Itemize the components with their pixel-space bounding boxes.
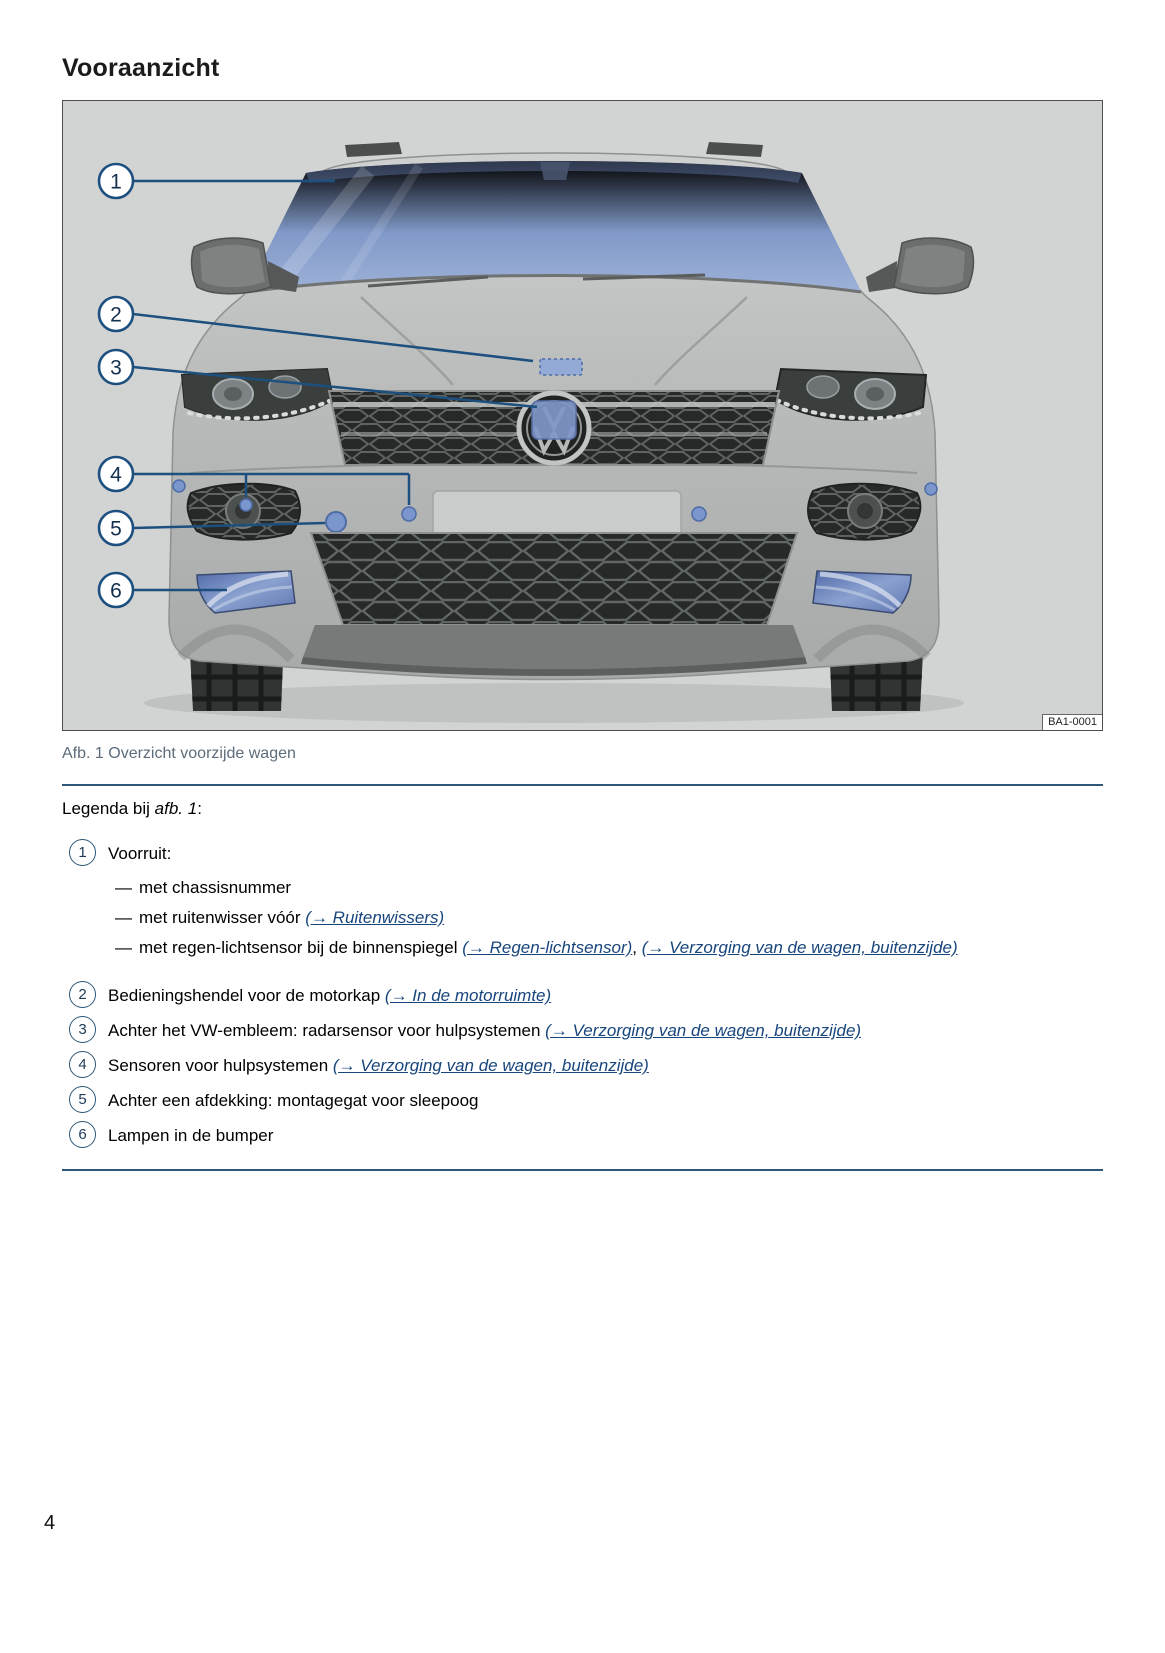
legend-number-circle-3 <box>69 1016 96 1043</box>
image-code-label: BA1-0001 <box>1042 714 1102 730</box>
legend-text: , <box>632 938 642 958</box>
legend-subitem-rain-sensor <box>115 937 1103 959</box>
figure-callout-6: 6 <box>110 579 122 603</box>
legend-number-3: 3 <box>78 1021 87 1039</box>
legend <box>62 842 1103 1148</box>
legend-intro-figure-ref: afb. 1 <box>154 799 198 818</box>
legend-text: Sensoren voor hulpsystemen <box>108 1056 333 1076</box>
callout-marker-2 <box>99 297 133 331</box>
legend-item-4-text <box>108 1054 649 1077</box>
legend-item-5-text <box>108 1089 478 1112</box>
legend-item-1-subitems <box>115 877 1103 959</box>
legend-item-6 <box>62 1124 1103 1148</box>
legend-item-2 <box>62 984 1103 1008</box>
legend-number-4: 4 <box>78 1056 87 1074</box>
legend-text: Achter het VW-embleem: radarsensor voor hulpsystemen <box>108 1021 546 1041</box>
legend-text: met ruitenwisser vóór <box>139 908 306 928</box>
legend-number-circle-2 <box>69 981 96 1008</box>
figure <box>62 100 1103 731</box>
legend-subitem-wiper <box>115 907 1103 929</box>
legend-number-circle-6 <box>69 1121 96 1148</box>
tow-hook-cover <box>326 512 346 532</box>
xref-ruitenwissers[interactable]: (→ Ruitenwissers) <box>305 908 445 928</box>
xref-in-de-motorruimte[interactable]: (→ In de motorruimte) <box>384 986 552 1006</box>
legend-number-circle-1 <box>69 839 96 866</box>
legend-text: Lampen in de bumper <box>108 1126 274 1146</box>
callout-marker-4 <box>99 457 133 491</box>
callout-marker-5 <box>99 511 133 545</box>
dash: — <box>115 938 132 958</box>
xref-verzorging-buitenzijde[interactable]: (→ Verzorging van de wagen, buitenzijde) <box>545 1021 862 1041</box>
subitem-text <box>139 937 958 959</box>
divider-bottom <box>62 1169 1103 1171</box>
lower-grille <box>311 533 797 625</box>
legend-item-1-text <box>108 842 171 865</box>
subitem-text <box>139 907 444 929</box>
divider-top <box>62 784 1103 786</box>
xref-verzorging-buitenzijde[interactable]: (→ Verzorging van de wagen, buitenzijde) <box>641 938 958 958</box>
legend-text: met chassisnummer <box>139 878 292 897</box>
legend-text: Achter een afdekking: montagegat voor sleepoog <box>108 1091 479 1111</box>
legend-intro-colon: : <box>197 799 202 818</box>
left-fog-surround <box>188 484 300 540</box>
subitem-text <box>139 877 291 899</box>
legend-subitem-chassis <box>115 877 1103 899</box>
windshield <box>247 161 861 292</box>
figure-caption: Afb. 1 Overzicht voorzijde wagen <box>62 745 296 762</box>
figure-callout-5: 5 <box>110 517 122 541</box>
legend-text: Voorruit: <box>108 844 172 863</box>
legend-item-1 <box>62 842 1103 866</box>
legend-intro <box>62 799 1103 819</box>
rearview-mirror <box>540 162 570 180</box>
legend-number-5: 5 <box>78 1091 87 1109</box>
callout-marker-3 <box>99 350 133 384</box>
figure-callout-3: 3 <box>110 356 122 380</box>
xref-verzorging-buitenzijde[interactable]: (→ Verzorging van de wagen, buitenzijde) <box>332 1056 649 1076</box>
legend-item-5 <box>62 1089 1103 1113</box>
hood-release-sensor <box>540 359 582 375</box>
legend-item-3 <box>62 1019 1103 1043</box>
car-front-illustration <box>63 101 1102 730</box>
right-fog-surround <box>808 484 920 540</box>
legend-item-2-text <box>108 984 551 1007</box>
legend-number-circle-4 <box>69 1051 96 1078</box>
legend-item-4 <box>62 1054 1103 1078</box>
callout-marker-1 <box>99 164 133 198</box>
xref-regen-lichtsensor[interactable]: (→ Regen-lichtsensor) <box>462 938 633 958</box>
figure-callout-4: 4 <box>110 463 122 487</box>
callout-marker-6 <box>99 573 133 607</box>
page-title: Vooraanzicht <box>62 54 220 82</box>
radar-sensor-highlight <box>532 401 576 439</box>
legend-text: met regen-lichtsensor bij de binnenspiegel <box>139 938 463 958</box>
dash: — <box>115 878 132 897</box>
legend-text: Bedieningshendel voor de motorkap <box>108 986 385 1006</box>
dash: — <box>115 908 132 928</box>
figure-callout-2: 2 <box>110 303 122 327</box>
page-number: 4 <box>44 1512 56 1534</box>
legend-item-3-text <box>108 1019 861 1042</box>
legend-number-2: 2 <box>78 986 87 1004</box>
legend-number-6: 6 <box>78 1126 87 1144</box>
legend-number-1: 1 <box>78 844 87 861</box>
legend-item-6-text <box>108 1124 273 1147</box>
figure-callout-1: 1 <box>110 170 122 194</box>
page-content <box>62 0 1103 1171</box>
legend-intro-prefix: Legenda bij <box>62 799 155 818</box>
skid-plate <box>301 625 807 676</box>
legend-number-circle-5 <box>69 1086 96 1113</box>
vw-emblem <box>519 393 589 463</box>
